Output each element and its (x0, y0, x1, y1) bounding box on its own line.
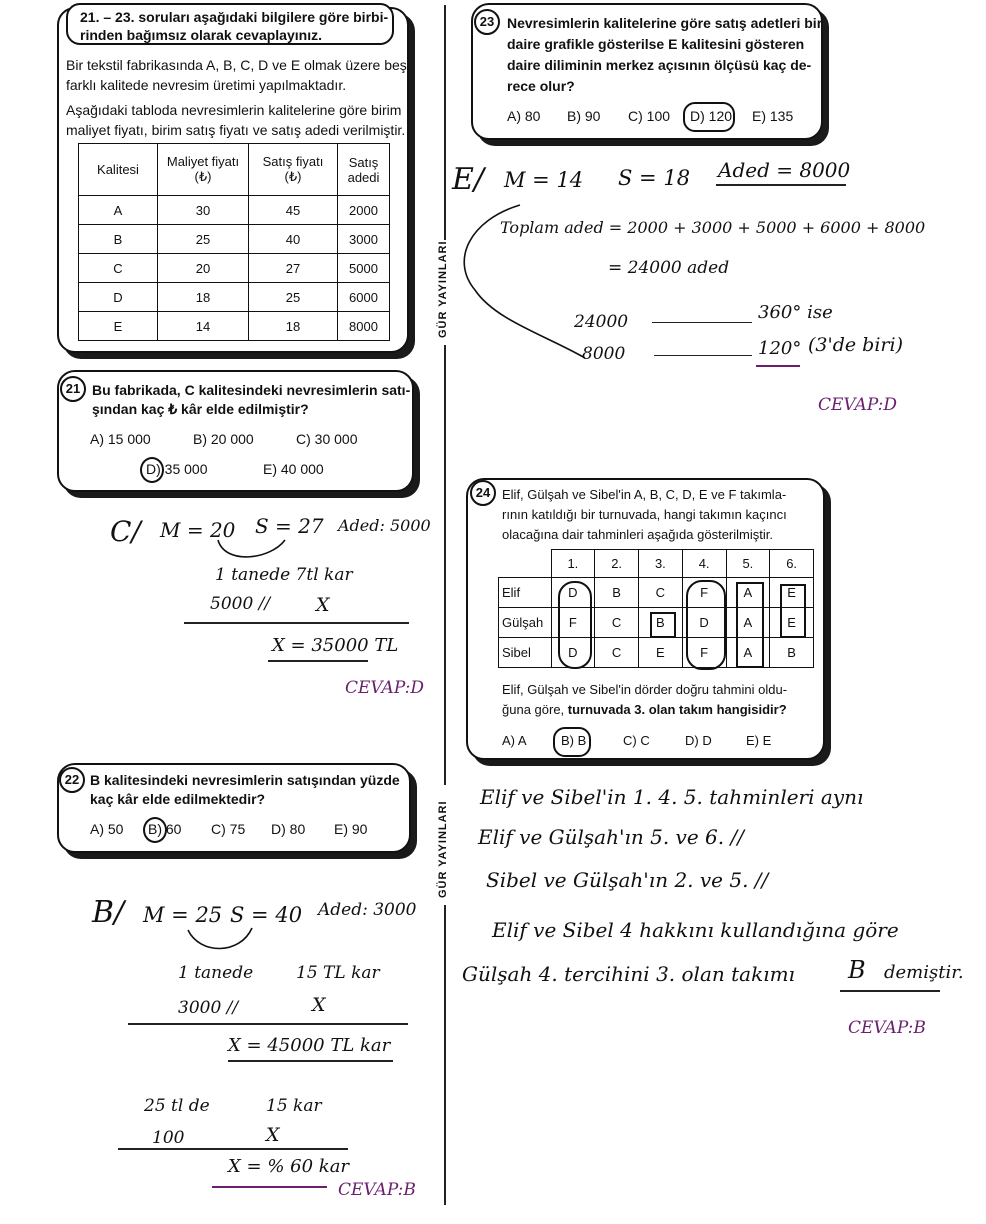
table-header: Kalitesi (79, 144, 158, 196)
s24-line5-answer: B (848, 956, 866, 984)
s22-line4a: 100 (152, 1128, 185, 1148)
s21-arrow-curve (218, 540, 285, 557)
q23-text-3: daire diliminin merkez açısının ölçüsü kaç de- (507, 57, 812, 73)
table-header: Maliyet fiyatı (₺) (158, 144, 249, 196)
s21-result-underline (268, 660, 368, 662)
intro-para-2b: maliyet fiyatı, birim satış fiyatı ve satış adedi verilmiştir. (66, 122, 406, 138)
q23-option-e[interactable]: E) 135 (752, 108, 794, 124)
q21-option-e[interactable]: E) 40 000 (263, 461, 324, 477)
table-cell: 25 (158, 225, 249, 254)
prediction-col-header: 2. (595, 550, 639, 578)
s21-m: M = 20 (160, 518, 236, 542)
prediction-cell: C (639, 578, 683, 608)
q23-text-4: rece olur? (507, 78, 575, 94)
s23-total: Toplam aded = 2000 + 3000 + 5000 + 6000 + 8000 (500, 218, 926, 237)
q24-mark-col4 (686, 580, 726, 670)
prediction-cell: F (682, 638, 726, 668)
s24-answer-underline (840, 990, 940, 992)
prediction-cell: D (551, 638, 595, 668)
table-header: Satış adedi (338, 144, 390, 196)
prediction-cell: F (551, 608, 595, 638)
prediction-cell: B (770, 638, 814, 668)
prediction-col-header: 3. (639, 550, 683, 578)
prediction-row-name: Elif (499, 578, 552, 608)
q24-mark-col6 (780, 584, 806, 638)
s22-m: M = 25 (143, 903, 223, 927)
s22-arrow-curve (188, 928, 252, 949)
prediction-cell: C (595, 608, 639, 638)
prediction-cell: E (639, 638, 683, 668)
s22-divider (128, 1023, 408, 1025)
prediction-cell: E (770, 578, 814, 608)
column-divider-bottom (444, 905, 446, 1205)
intro-para-1b: farklı kalitede nevresim üretimi yapılmaktadır. (66, 77, 347, 93)
s22-line4b: X (266, 1124, 280, 1146)
s21-line1: 1 tanede 7tl kar (215, 565, 353, 585)
q24-option-e[interactable]: E) E (746, 733, 772, 748)
s21-result: X = 35000 TL (272, 635, 399, 656)
q21-text-1: Bu fabrikada, C kalitesindeki nevresimlerin satı- (92, 382, 411, 398)
prediction-col-header: 5. (726, 550, 770, 578)
s23-arrow-2 (654, 355, 752, 356)
s24-line1: Elif ve Sibel'in 1. 4. 5. tahminleri aynı (480, 785, 864, 809)
s23-ratio-1b: 360° ise (758, 302, 833, 323)
q24-after-2-plain: ğuna göre, (502, 702, 568, 717)
table-cell: 27 (249, 254, 338, 283)
table-cell: A (79, 196, 158, 225)
table-header: Satış fiyatı (₺) (249, 144, 338, 196)
q24-mark-col1 (558, 581, 592, 669)
table-cell: 18 (158, 283, 249, 312)
q24-option-a[interactable]: A) A (502, 733, 527, 748)
q24-text-1: Elif, Gülşah ve Sibel'in A, B, C, D, E ve F takımla- (502, 487, 787, 502)
s22-result: X = 45000 TL kar (228, 1035, 391, 1056)
s22-line2b: X (312, 994, 326, 1016)
q22-number-badge: 22 (59, 767, 85, 793)
q24-mark-col5 (736, 582, 764, 668)
s23-aded-underline (716, 184, 846, 186)
q23-option-a[interactable]: A) 80 (507, 108, 541, 124)
s24-line5: Gülşah 4. tercihini 3. olan takımı (462, 962, 795, 986)
s22-line2a: 3000 // (178, 998, 239, 1018)
table-cell: 40 (249, 225, 338, 254)
q24-option-b[interactable]: B) B (561, 733, 587, 748)
q23-text-2: daire grafikle gösterilse E kalitesini gösteren (507, 36, 805, 52)
s24-line2: Elif ve Gülşah'ın 5. ve 6. // (478, 825, 744, 849)
prediction-cell: A (726, 608, 770, 638)
q22-option-b[interactable]: B) 60 (148, 821, 182, 837)
prediction-cell: D (551, 578, 595, 608)
s21-answer: CEVAP:D (345, 678, 425, 698)
s21-s: S = 27 (255, 514, 324, 538)
q24-after-2 (502, 701, 787, 719)
table-cell: 20 (158, 254, 249, 283)
q23-option-b[interactable]: B) 90 (567, 108, 601, 124)
data-table (78, 143, 390, 341)
s22-line3b: 15 kar (266, 1096, 322, 1116)
prediction-cell: D (682, 608, 726, 638)
s23-total-result: = 24000 aded (608, 258, 730, 278)
prediction-corner (499, 550, 552, 578)
prediction-cell: E (770, 608, 814, 638)
table-cell: 30 (158, 196, 249, 225)
prediction-cell: A (726, 578, 770, 608)
table-cell: E (79, 312, 158, 341)
q24-text-3: olacağına dair tahminleri aşağıda gösterilmiştir. (502, 527, 773, 542)
s22-divider-2 (118, 1148, 348, 1150)
intro-heading-1: 21. – 23. soruları aşağıdaki bilgilere göre birbi- (80, 9, 389, 25)
q21-option-a[interactable]: A) 15 000 (90, 431, 151, 447)
s22-result-underline (228, 1060, 393, 1062)
q23-option-d[interactable]: D) 120 (690, 108, 733, 124)
s24-line4: Elif ve Sibel 4 hakkını kullandığına göre (492, 918, 899, 942)
s23-m: M = 14 (504, 168, 584, 192)
s21-line2b: X (316, 594, 330, 616)
s23-ratio-2b: 120° (758, 338, 802, 359)
s22-result-2-underline (212, 1186, 327, 1188)
prediction-cell: C (595, 638, 639, 668)
intro-para-1a: Bir tekstil fabrikasında A, B, C, D ve E olmak üzere beş (66, 57, 407, 73)
q21-answer-mark (140, 457, 164, 483)
table-cell: B (79, 225, 158, 254)
q24-mark-gulsah-b (650, 612, 676, 638)
s24-line3: Sibel ve Gülşah'ın 2. ve 5. // (486, 868, 769, 892)
s21-divider (184, 622, 409, 624)
s21-label: C/ (110, 515, 141, 548)
q21-text-2: şından kaç ₺ kâr elde edilmiştir? (92, 401, 309, 417)
q23-text-1: Nevresimlerin kalitelerine göre satış adetleri bir (507, 15, 823, 31)
s23-ratio-1a: 24000 (574, 312, 629, 332)
q22-option-c[interactable]: C) 75 (211, 821, 246, 837)
q22-option-a[interactable]: A) 50 (90, 821, 124, 837)
s22-line3a: 25 tl de (144, 1096, 210, 1116)
prediction-row-name: Gülşah (499, 608, 552, 638)
table-cell: 2000 (338, 196, 390, 225)
table-cell: D (79, 283, 158, 312)
s23-arrow-1 (652, 322, 752, 323)
s21-line2a: 5000 // (210, 594, 271, 614)
s23-ratio-2a: 8000 (582, 344, 626, 364)
table-cell: 5000 (338, 254, 390, 283)
s23-s: S = 18 (618, 166, 691, 190)
prediction-col-header: 1. (551, 550, 595, 578)
s22-answer: CEVAP:B (338, 1180, 416, 1200)
prediction-col-header: 4. (682, 550, 726, 578)
q24-option-d[interactable]: D) D (685, 733, 712, 748)
table-cell: 18 (249, 312, 338, 341)
q21-option-b[interactable]: B) 20 000 (193, 431, 254, 447)
q22-answer-mark (143, 817, 167, 843)
s23-label: E/ (452, 162, 485, 197)
prediction-cell: B (639, 608, 683, 638)
table-cell: 3000 (338, 225, 390, 254)
table-cell: 8000 (338, 312, 390, 341)
prediction-cell: F (682, 578, 726, 608)
table-cell: 45 (249, 196, 338, 225)
q21-option-c[interactable]: C) 30 000 (296, 431, 358, 447)
q24-after-2-bold: turnuvada 3. olan takım hangisidir? (567, 702, 787, 717)
intro-para-2a: Aşağıdaki tabloda nevresimlerin kalitelerine göre birim (66, 102, 402, 118)
s24-line5-end: demiştir. (884, 962, 964, 983)
q24-option-c[interactable]: C) C (623, 733, 650, 748)
s22-s: S = 40 (230, 903, 303, 927)
column-divider-mid (444, 345, 446, 785)
column-divider-top (444, 5, 446, 240)
publisher-label-2: GÜR YAYINLARI (437, 800, 449, 898)
s22-result-2: X = % 60 kar (228, 1156, 350, 1177)
q23-option-c[interactable]: C) 100 (628, 108, 671, 124)
q22-option-d[interactable]: D) 80 (271, 821, 306, 837)
s22-line1b: 15 TL kar (296, 963, 380, 983)
prediction-table (498, 549, 814, 668)
q22-option-e[interactable]: E) 90 (334, 821, 368, 837)
table-cell: 6000 (338, 283, 390, 312)
s23-ratio-underline (756, 365, 800, 367)
q24-answer-mark (553, 727, 591, 757)
s22-label: B/ (92, 895, 125, 930)
q23-answer-mark (683, 102, 735, 132)
prediction-row-name: Sibel (499, 638, 552, 668)
q24-text-2: rının katıldığı bir turnuvada, hangi takımın kaçıncı (502, 507, 787, 522)
prediction-cell: A (726, 638, 770, 668)
s22-line1a: 1 tanede (178, 963, 254, 983)
table-cell: 25 (249, 283, 338, 312)
q23-number-badge: 23 (474, 9, 500, 35)
q24-after-1: Elif, Gülşah ve Sibel'in dörder doğru tahmini oldu- (502, 682, 788, 697)
publisher-label-1: GÜR YAYINLARI (437, 240, 449, 338)
s24-answer: CEVAP:B (848, 1018, 926, 1038)
prediction-cell: B (595, 578, 639, 608)
table-cell: C (79, 254, 158, 283)
s21-aded: Aded: 5000 (338, 516, 431, 535)
table-cell: 14 (158, 312, 249, 341)
s22-aded: Aded: 3000 (318, 900, 417, 920)
q22-text-2: kaç kâr elde edilmektedir? (90, 791, 266, 807)
q21-option-d[interactable]: D) 35 000 (146, 461, 208, 477)
q22-text-1: B kalitesindeki nevresimlerin satışından yüzde (90, 772, 400, 788)
s23-aded: Aded = 8000 (718, 158, 851, 182)
q24-number-badge: 24 (470, 480, 496, 506)
prediction-col-header: 6. (770, 550, 814, 578)
q21-number-badge: 21 (60, 376, 86, 402)
s23-ratio-note: (3'de biri) (808, 334, 903, 356)
s23-answer: CEVAP:D (818, 395, 898, 415)
intro-heading-2: rinden bağımsız olarak cevaplayınız. (80, 27, 322, 43)
